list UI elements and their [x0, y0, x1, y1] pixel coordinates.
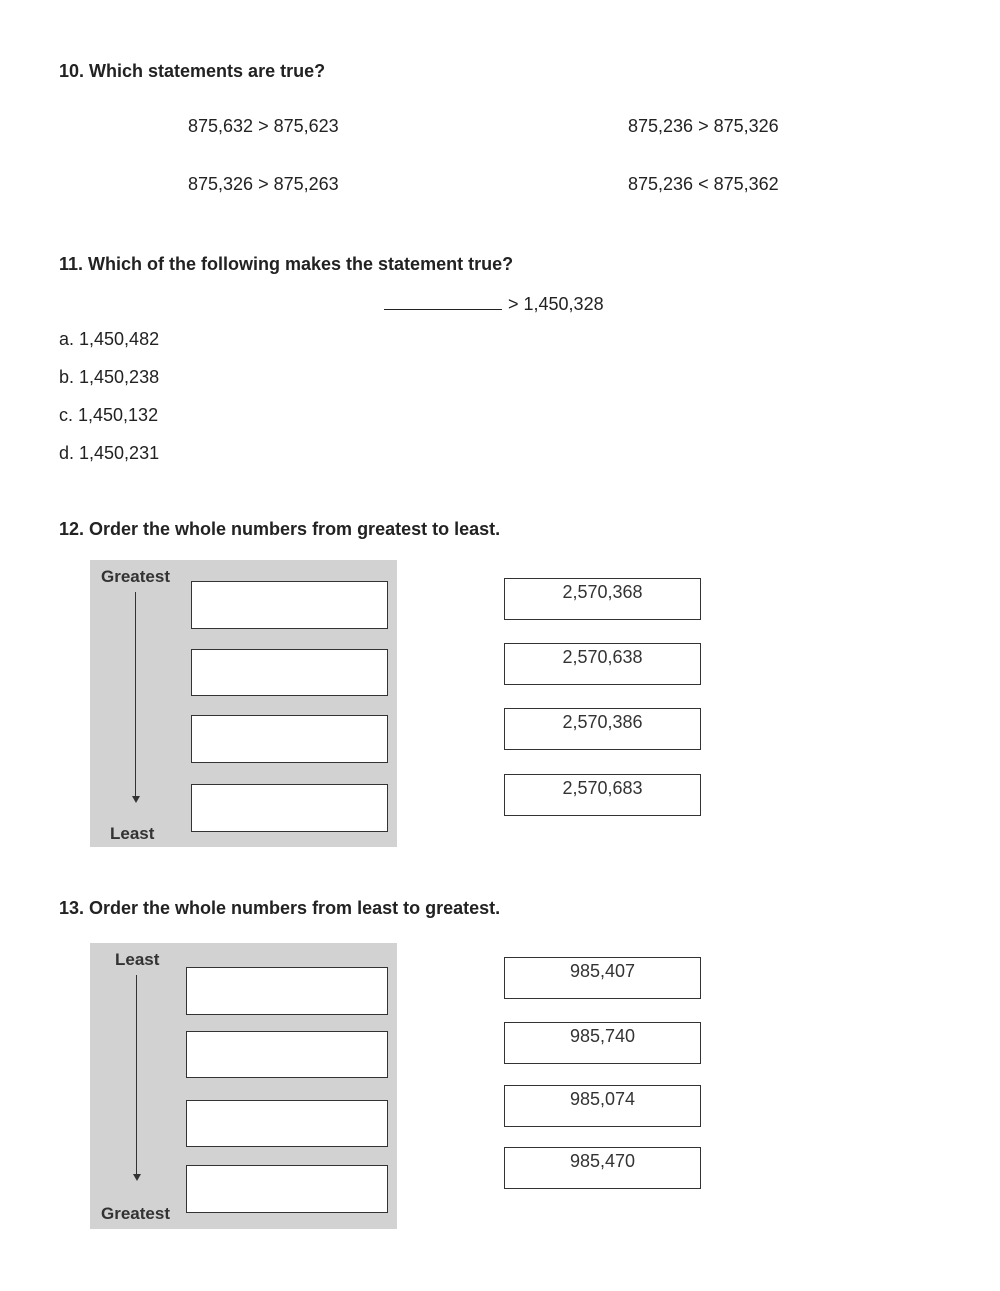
- q11-option-a[interactable]: a. 1,450,482: [59, 329, 160, 349]
- q12-top-label: Greatest: [101, 567, 170, 586]
- q12-drop-slot-4[interactable]: [191, 784, 388, 832]
- q13-number-card[interactable]: 985,740: [504, 1022, 701, 1064]
- q11-option-d[interactable]: d. 1,450,231: [59, 443, 160, 463]
- q10-statement-3[interactable]: 875,326 > 875,263: [188, 174, 339, 194]
- q11-title: 11. Which of the following makes the statement true?: [59, 254, 514, 274]
- q12-drop-slot-2[interactable]: [191, 649, 388, 696]
- q11-comparison-text: > 1,450,328: [508, 294, 604, 314]
- q11-comparison: [384, 291, 604, 315]
- q13-number-card[interactable]: 985,074: [504, 1085, 701, 1127]
- q13-number-card[interactable]: 985,470: [504, 1147, 701, 1189]
- q12-ordering-panel: [90, 560, 397, 847]
- q13-drop-slot-1[interactable]: [186, 967, 388, 1015]
- q12-drop-slot-1[interactable]: [191, 581, 388, 629]
- q10-statement-4[interactable]: 875,236 < 875,362: [628, 174, 779, 194]
- q13-top-label: Least: [115, 950, 160, 969]
- q13-drop-slot-4[interactable]: [186, 1165, 388, 1213]
- q11-option-c[interactable]: c. 1,450,132: [59, 405, 159, 425]
- q12-number-card[interactable]: 2,570,638: [504, 643, 701, 685]
- q13-drop-slot-3[interactable]: [186, 1100, 388, 1147]
- q13-ordering-panel: [90, 943, 397, 1229]
- q13-title: 13. Order the whole numbers from least to greatest.: [59, 898, 501, 918]
- q13-arrow-line: [136, 975, 137, 1175]
- q12-arrow-line: [135, 592, 136, 797]
- q12-number-card[interactable]: 2,570,368: [504, 578, 701, 620]
- q11-option-b[interactable]: b. 1,450,238: [59, 367, 160, 387]
- q10-title: 10. Which statements are true?: [59, 61, 326, 81]
- down-arrow-icon: [133, 1174, 141, 1181]
- q12-title: 12. Order the whole numbers from greatest to least.: [59, 519, 501, 539]
- q12-drop-slot-3[interactable]: [191, 715, 388, 763]
- q12-number-card[interactable]: 2,570,683: [504, 774, 701, 816]
- q13-bottom-label: Greatest: [101, 1204, 170, 1223]
- down-arrow-icon: [132, 796, 140, 803]
- q13-drop-slot-2[interactable]: [186, 1031, 388, 1078]
- q12-bottom-label: Least: [110, 824, 155, 843]
- q10-statement-2[interactable]: 875,236 > 875,326: [628, 116, 779, 136]
- q13-number-card[interactable]: 985,407: [504, 957, 701, 999]
- answer-blank[interactable]: [384, 291, 502, 310]
- q12-number-card[interactable]: 2,570,386: [504, 708, 701, 750]
- q10-statement-1[interactable]: 875,632 > 875,623: [188, 116, 339, 136]
